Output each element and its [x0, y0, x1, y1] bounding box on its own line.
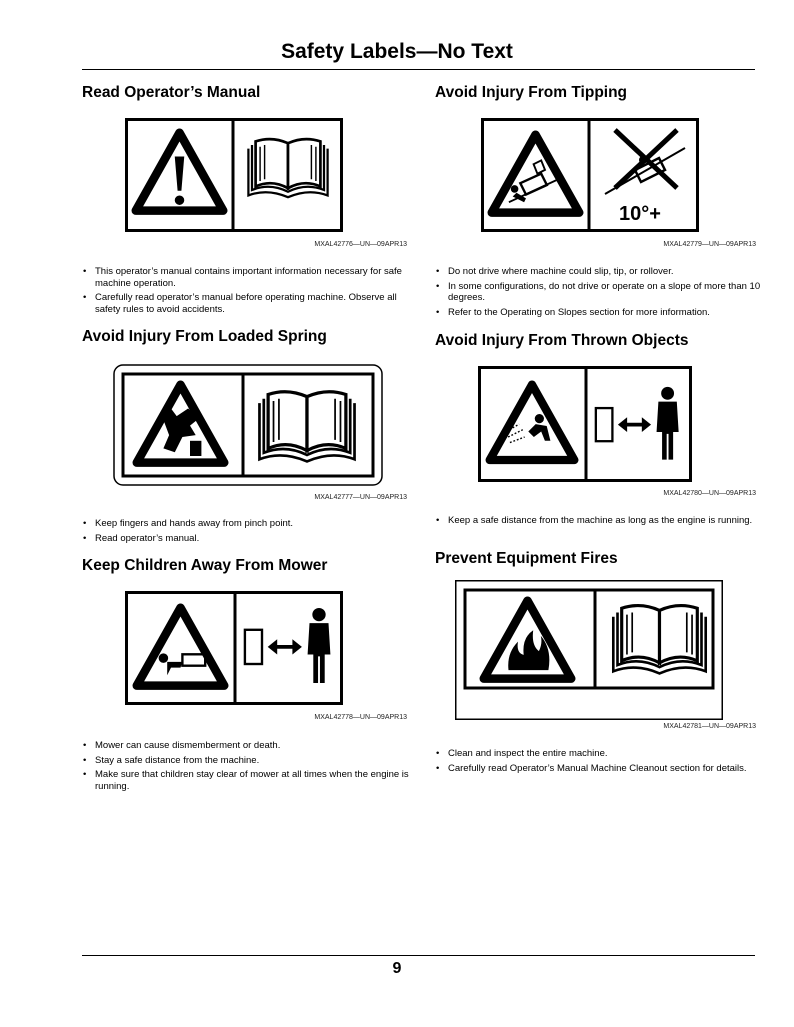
thrown-objects-label [478, 366, 692, 482]
label-code: MXAL42781—UN—09APR13 [663, 723, 756, 730]
manual-book-icon [248, 139, 327, 197]
section-heading: Keep Children Away From Mower [82, 557, 328, 574]
bullet-list [435, 748, 770, 777]
manual-book-icon [613, 606, 705, 674]
section-tipping [435, 84, 770, 102]
bullet-list [82, 740, 417, 795]
section-heading: Avoid Injury From Thrown Objects [435, 332, 689, 349]
section-read-manual [82, 84, 417, 102]
label-code: MXAL42779—UN—09APR13 [663, 241, 756, 248]
manual-book-icon [259, 392, 354, 462]
slope-text: 10°+ [619, 203, 661, 225]
list-item: • Keep fingers and hands away from pinch point. [95, 518, 417, 530]
section-loaded-spring [82, 328, 417, 346]
page-title: Safety Labels—No Text [281, 40, 513, 63]
bullet-list [82, 518, 417, 547]
section-fires [435, 550, 770, 568]
list-item: • Make sure that children stay clear of mower at all times when the engine is running. [95, 769, 417, 792]
bottom-rule [82, 955, 755, 956]
section-heading: Read Operator’s Manual [82, 84, 261, 101]
section-heading: Avoid Injury From Loaded Spring [82, 328, 327, 345]
list-item: • In some configurations, do not drive or operate on a slope of more than 10 degrees. [448, 281, 770, 304]
read-manual-label [125, 118, 343, 232]
fires-label [455, 580, 723, 720]
top-rule [82, 69, 755, 70]
label-code: MXAL42777—UN—09APR13 [314, 494, 407, 501]
list-item: • Refer to the Operating on Slopes section for more information. [448, 307, 770, 319]
list-item: • Do not drive where machine could slip, tip, or rollover. [448, 266, 770, 278]
list-item: • Carefully read operator’s manual before operating machine. Observe all safety rules to avoid accidents. [95, 292, 417, 315]
section-thrown-objects [435, 332, 770, 350]
bullet-list [82, 266, 417, 318]
bullet-list [435, 515, 770, 530]
tipping-label [481, 118, 699, 232]
list-item: • Mower can cause dismemberment or death. [95, 740, 417, 752]
section-heading: Avoid Injury From Tipping [435, 84, 628, 101]
list-item: • Read operator’s manual. [95, 533, 417, 545]
children-label [125, 591, 343, 705]
loaded-spring-label [113, 364, 383, 486]
list-item: • Carefully read Operator’s Manual Machine Cleanout section for details. [448, 763, 770, 775]
bullet-list [435, 266, 770, 321]
list-item: • Keep a safe distance from the machine as long as the engine is running. [448, 515, 770, 527]
section-heading: Prevent Equipment Fires [435, 550, 618, 567]
section-children [82, 557, 417, 575]
list-item: • Stay a safe distance from the machine. [95, 755, 417, 767]
label-code: MXAL42780—UN—09APR13 [663, 490, 756, 497]
label-code: MXAL42778—UN—09APR13 [314, 714, 407, 721]
list-item: • This operator’s manual contains important information necessary for safe machine operation. [95, 266, 417, 289]
list-item: • Clean and inspect the entire machine. [448, 748, 770, 760]
label-code: MXAL42776—UN—09APR13 [314, 241, 407, 248]
page-number: 9 [392, 960, 402, 977]
